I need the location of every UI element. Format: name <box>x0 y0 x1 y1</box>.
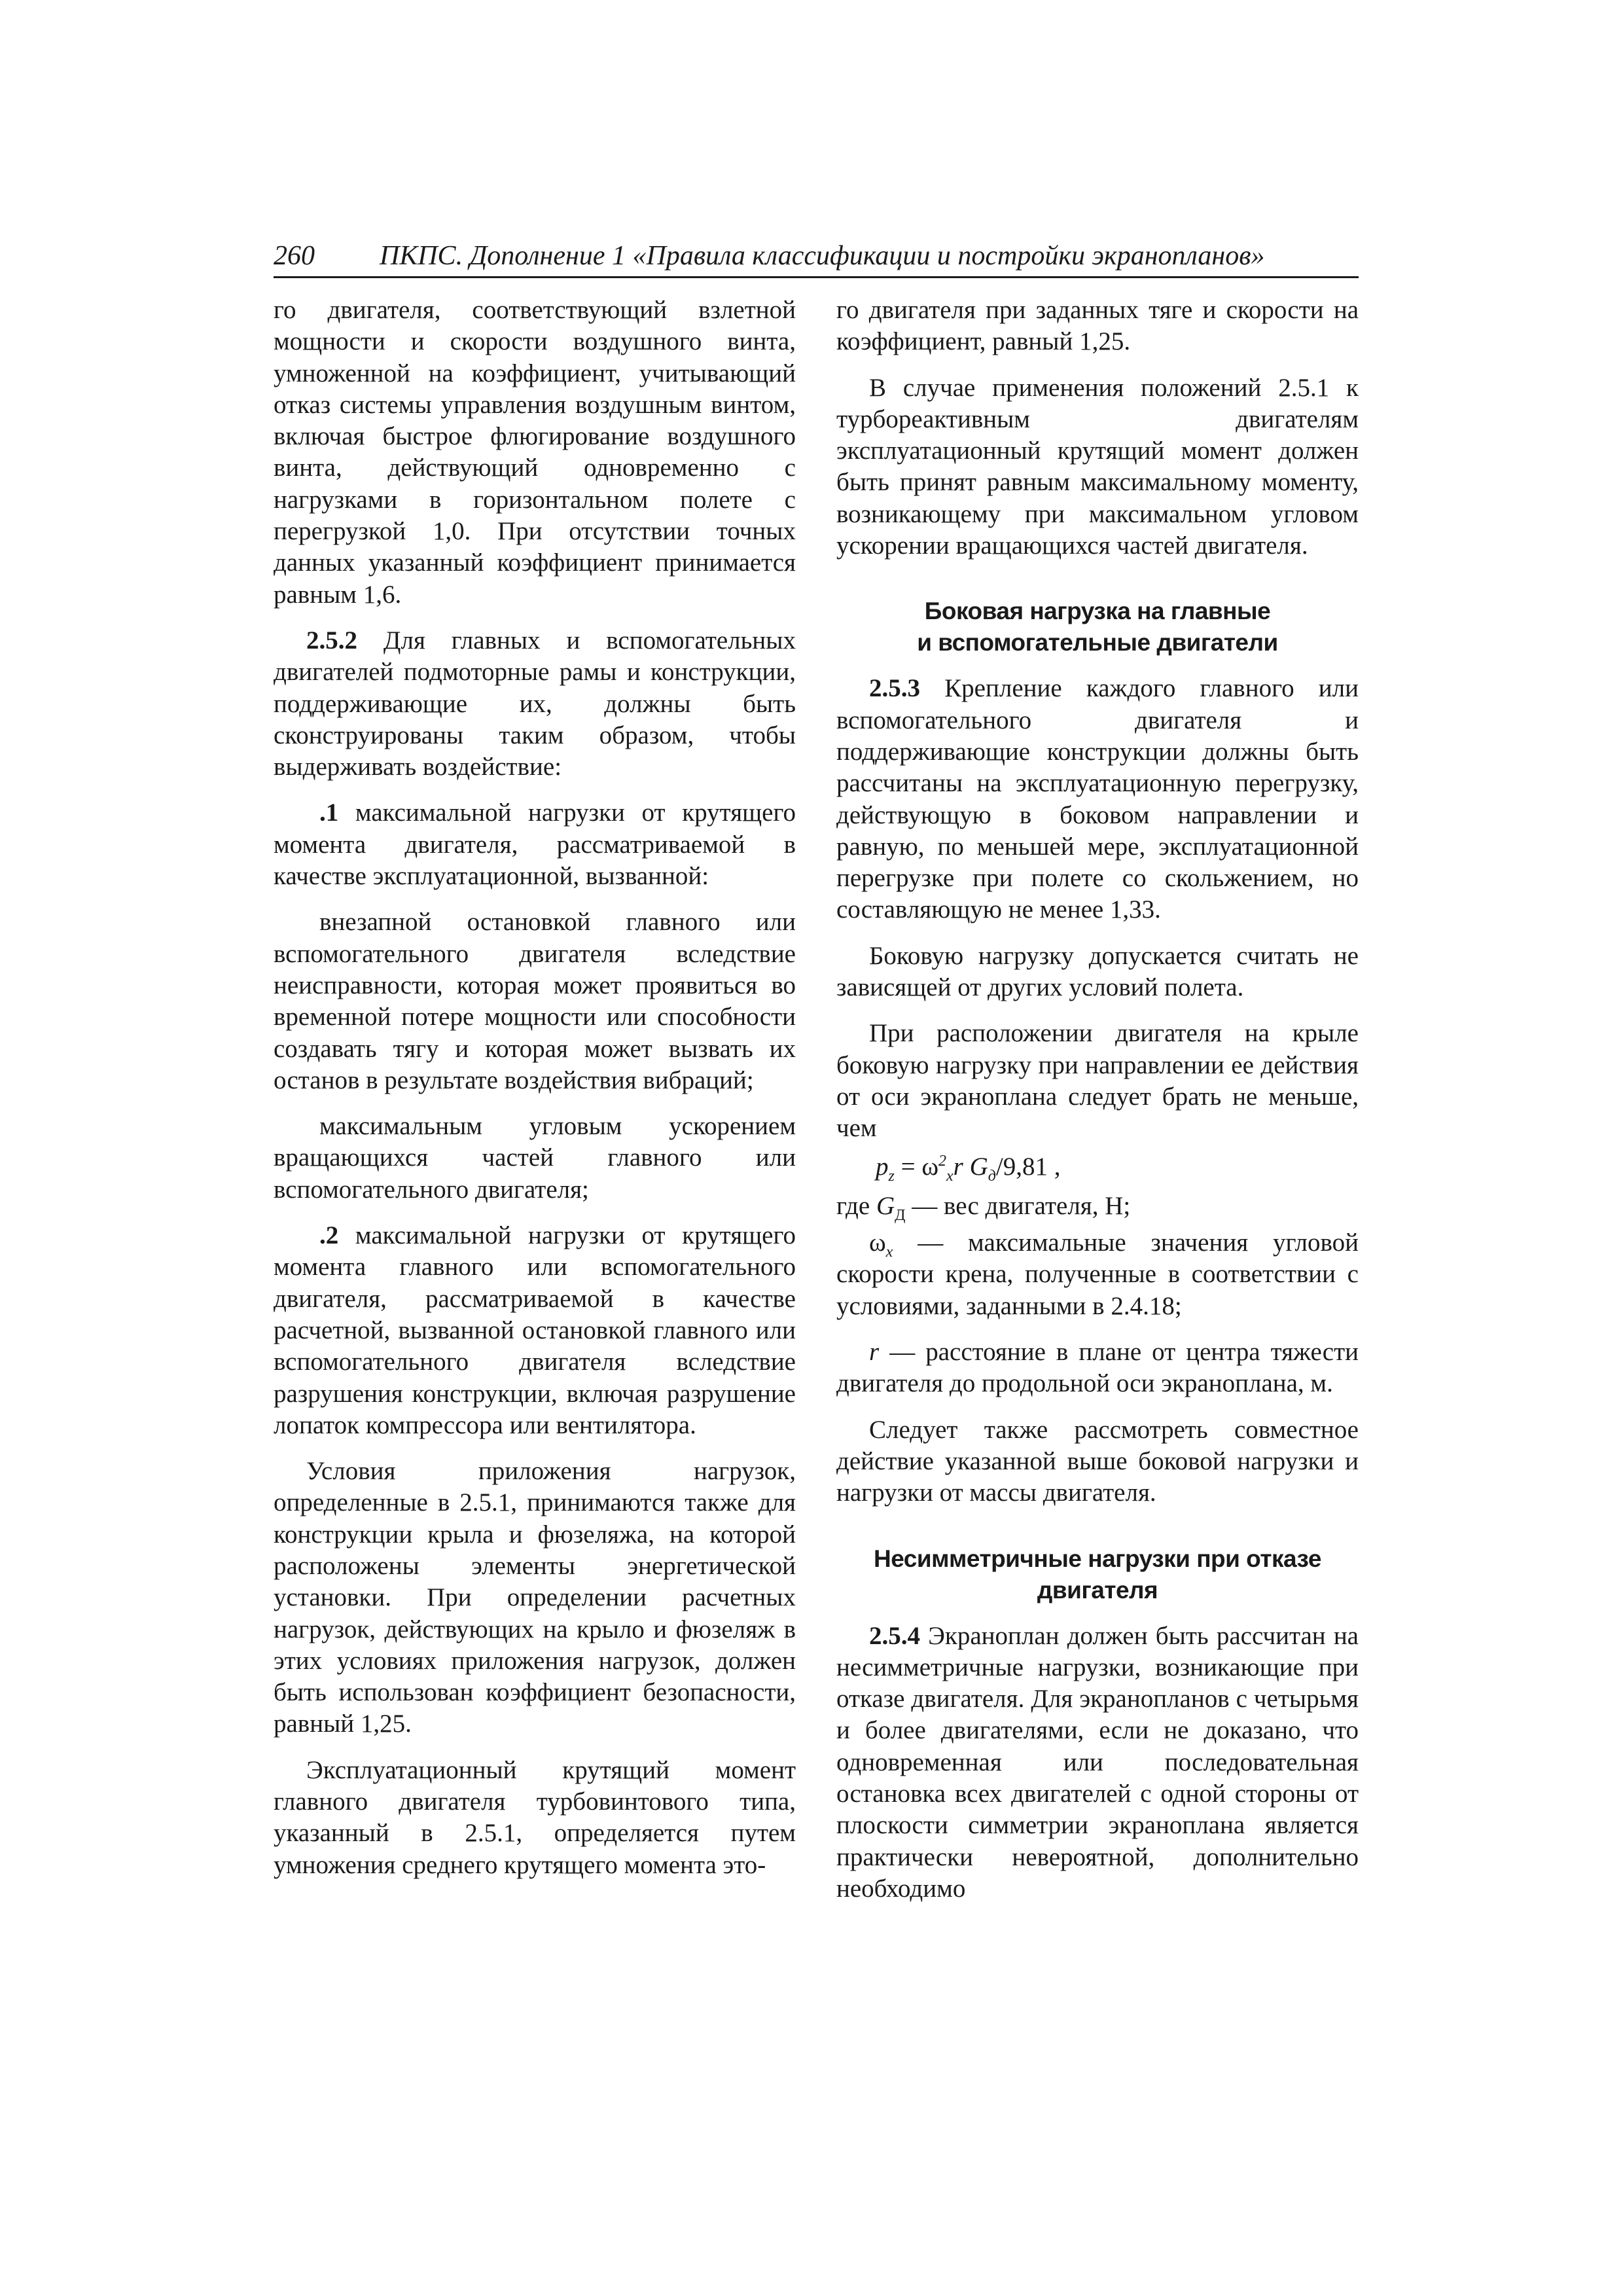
section-heading-asymmetric <box>836 1543 1359 1606</box>
left-column <box>274 295 796 1895</box>
section-heading-side-load <box>836 596 1359 658</box>
running-title: ПКПС. Дополнение 1 «Правила классификации и постройки экранопланов» <box>380 241 1265 271</box>
heading-line: Несимметричные нагрузки при отказе <box>874 1545 1321 1572</box>
header-rule <box>274 276 1359 278</box>
formula-sub-x: x <box>946 1167 954 1185</box>
clause-text: Экраноплан должен быть рассчитан на несимметричные нагрузки, возникающие при отказе двигателя. Для экранопланов с четырьмя и более двигателями, если не доказано, что одновременная или последовательная остановка всех двигателей с одной стороны от плоскости симметрии экраноплана является практически невероятной, дополнительно необходимо <box>836 1621 1359 1903</box>
where-r <box>836 1336 1359 1400</box>
heading-line: и вспомогательные двигатели <box>917 629 1278 656</box>
formula-p: p <box>876 1152 889 1181</box>
paragraph-continuation: го двигателя при заданных тяге и скорости на коэффициент, равный 1,25. <box>836 296 1359 356</box>
formula-sub-d: д <box>988 1167 996 1185</box>
right-column <box>836 295 1359 1919</box>
paragraph-wing-engine: При расположении двигателя на крыле боковую нагрузку при направлении ее действия от оси экраноплана следует брать не меньше, чем <box>836 1019 1359 1143</box>
where-g-text: — вес двигателя, Н; <box>905 1191 1131 1220</box>
paragraph-load-conditions: Условия приложения нагрузок, определенные в 2.5.1, принимаются также для конструкции крыла и фюзеляжа, на которой расположены элементы энергетической установки. При определении расчетных нагрузок, действующих на крыло и фюзеляж в этих условиях приложения нагрузок, должен быть использован коэффициент безопасности, равный 1,25. <box>274 1457 796 1738</box>
clause-number: 2.5.3 <box>869 674 920 703</box>
clause-number: 2.5.4 <box>869 1621 920 1650</box>
paragraph-side-load: Боковую нагрузку допускается считать не зависящей от других условий полета. <box>836 941 1359 1002</box>
where-prefix: где <box>836 1191 876 1220</box>
paragraph-turbojet: В случае применения положений 2.5.1 к турбореактивным двигателям эксплуатационный крутящий момент должен быть принят равным максимальному моменту, возникающему при максимальном угловом ускорении вращающихся частей двигателя. <box>836 373 1359 560</box>
formula-tail: /9,81 , <box>995 1152 1061 1181</box>
clause-2-5-4 <box>836 1621 1359 1905</box>
formula-eq: = ω <box>894 1152 939 1181</box>
formula-pz <box>876 1151 1359 1183</box>
clause-number: 2.5.2 <box>306 626 357 655</box>
item-number: .1 <box>319 798 339 827</box>
var-omega: ω <box>869 1229 886 1257</box>
formula-sub-z: z <box>888 1167 895 1185</box>
list-item-1 <box>274 797 796 892</box>
paragraph-torque: Эксплуатационный крутящий момент главного двигателя турбовинтового типа, указанный в 2.5.1, определяется путем умножения среднего крутящего момента это- <box>274 1755 796 1879</box>
where-omega <box>836 1227 1359 1322</box>
heading-line: двигателя <box>1037 1576 1158 1604</box>
clause-2-5-2 <box>274 625 796 783</box>
formula-rg: r G <box>953 1152 988 1181</box>
paragraph-combined-action: Следует также рассмотреть совместное действие указанной выше боковой нагрузки и нагрузки от массы двигателя. <box>836 1415 1359 1507</box>
where-r-text: — расстояние в плане от центра тяжести двигателя до продольной оси экраноплана, м. <box>836 1338 1359 1398</box>
where-omega-text: — максимальные значения угловой скорости крена, полученные в соответствии с условиями, заданными в 2.4.18; <box>836 1229 1359 1320</box>
page-header <box>274 237 1359 275</box>
sub-item-sudden-stop: внезапной остановкой главного или вспомогательного двигателя вследствие неисправности, которая может проявиться во временной потере мощности или способности создавать тягу и которая может вызвать их останов в результате воздействия вибраций; <box>274 908 796 1094</box>
page-number: 260 <box>274 241 315 271</box>
var-g: G <box>876 1191 895 1220</box>
var-omega-sub: x <box>885 1243 893 1261</box>
formula-sup: 2 <box>938 1152 947 1170</box>
item-number: .2 <box>319 1221 339 1250</box>
clause-text: Крепление каждого главного или вспомогательного двигателя и поддерживающие конструкции должны быть рассчитаны на эксплуатационную перегрузку, действующую в боковом направлении и равную, по меньшей мере, эксплуатационной перегрузке при полете со скольжением, но составляющую не менее 1,33. <box>836 674 1359 924</box>
where-g <box>836 1191 1359 1222</box>
paragraph-continuation: го двигателя, соответствующий взлетной мощности и скорости воздушного винта, умноженной на коэффициент, учитывающий отказ системы управления воздушным винтом, включая быстрое флюгирование воздушного винта, действующий одновременно с нагрузками в горизонтальном полете с перегрузкой 1,0. При отсутствии точных данных указанный коэффициент принимается равным 1,6. <box>274 296 796 609</box>
item-text: максимальной нагрузки от крутящего момента главного или вспомогательного двигателя, рассматриваемой в качестве расчетной, вызванной остановкой главного или вспомогательного двигателя вследствие разрушения конструкции, включая разрушение лопаток компрессора или вентилятора. <box>274 1221 796 1439</box>
list-item-2 <box>274 1220 796 1441</box>
heading-line: Боковая нагрузка на главные <box>924 598 1271 625</box>
item-text: максимальной нагрузки от крутящего момента двигателя, рассматриваемой в качестве эксплуатационной, вызванной: <box>274 798 796 891</box>
clause-text: Для главных и вспомогательных двигателей подмоторные рамы и конструкции, поддерживающие их, должны быть сконструированы таким образом, чтобы выдерживать воздействие: <box>274 626 796 781</box>
var-g-sub: Д <box>895 1206 906 1224</box>
sub-item-angular-acceleration: максимальным угловым ускорением вращающихся частей главного или вспомогательного двигателя; <box>274 1112 796 1204</box>
clause-2-5-3 <box>836 673 1359 925</box>
var-r: r <box>869 1338 880 1367</box>
